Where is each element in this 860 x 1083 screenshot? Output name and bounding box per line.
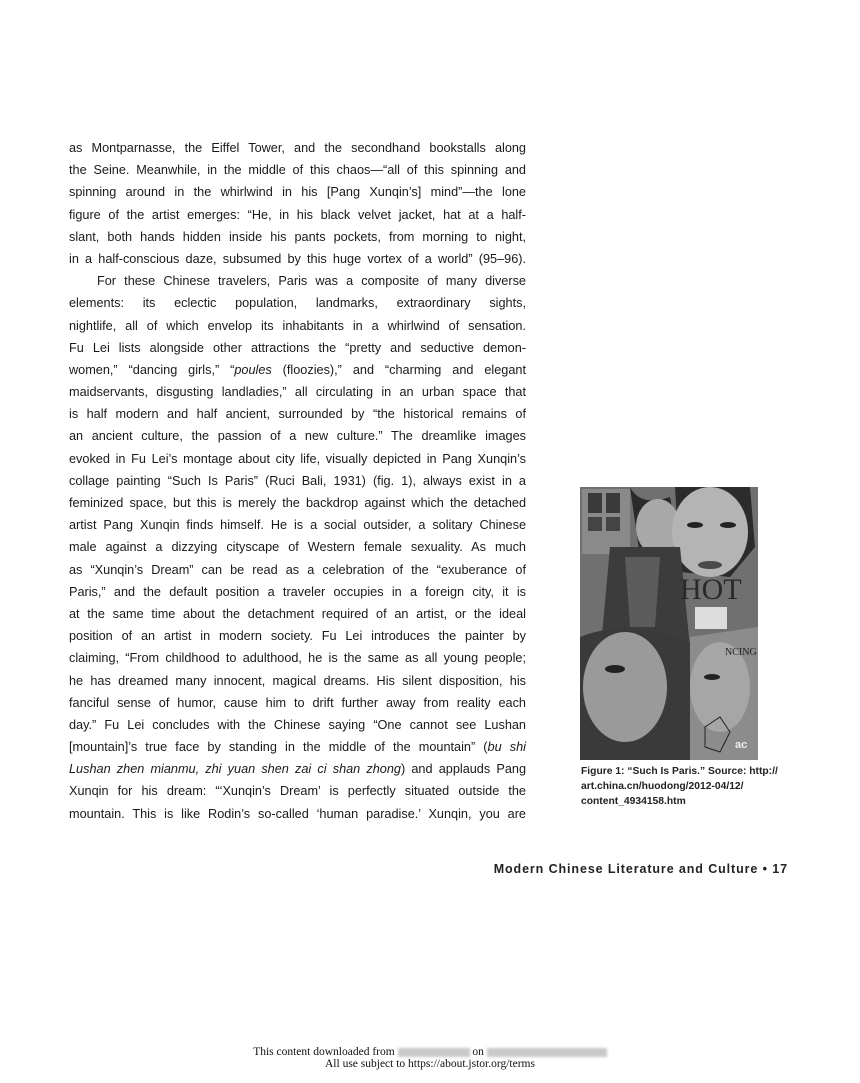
text-run: the Seine. Meanwhile, in the middle of this chaos—“all of this spinning and (69, 163, 526, 178)
running-footer: Modern Chinese Literature and Culture • 17 (493, 862, 788, 876)
text-line (69, 603, 526, 625)
text-run: at the same time about the detachment required of an artist, or the ideal (69, 606, 526, 621)
download-line (0, 1046, 860, 1058)
text-line (69, 780, 526, 802)
text-run: he has dreamed many innocent, magical dreams. His silent disposition, his (69, 673, 526, 688)
text-line (69, 381, 526, 403)
text-run: male against a dizzying cityscape of Western female sexuality. As much (69, 540, 526, 555)
text-line (69, 514, 526, 536)
text-line (69, 758, 526, 780)
text-line (69, 403, 526, 425)
text-run: (floozies),” and “charming and elegant (271, 362, 526, 377)
italic-text: bu shi (487, 740, 526, 755)
text-line (69, 359, 526, 381)
text-line (69, 670, 526, 692)
painting-image (580, 487, 758, 760)
text-run: spinning around in the whirlwind in his [Pang Xunqin’s] mind”—the lone (69, 185, 526, 200)
text-line (69, 647, 526, 669)
text-run: is half modern and half ancient, surrounded by “the historical remains of (69, 407, 526, 422)
text-line (69, 159, 526, 181)
text-run: women,” “dancing girls,” “ (69, 362, 235, 377)
svg-text:HOT: HOT (680, 573, 742, 606)
text-line (69, 337, 526, 359)
caption-line[interactable]: art.china.cn/huodong/2012-04/12/ (581, 781, 744, 792)
text-line (69, 470, 526, 492)
text-run: ) and applauds Pang (400, 762, 527, 777)
text-run: slant, both hands hidden inside his pants pockets, from morning to night, (69, 229, 526, 244)
text-line (69, 204, 526, 226)
jstor-notice (0, 1046, 860, 1070)
download-prefix: This content downloaded from (253, 1046, 395, 1058)
text-line (69, 559, 526, 581)
text-line (69, 803, 526, 825)
text-run: figure of the artist emerges: “He, in his black velvet jacket, hat at a half- (69, 207, 526, 222)
text-line (69, 226, 526, 248)
text-run: position of an artist in modern society. Fu Lei introduces the painter by (69, 629, 526, 644)
text-line (69, 448, 526, 470)
text-run: day.” Fu Lei concludes with the Chinese saying “One cannot see Lushan (69, 717, 526, 732)
text-run: as Montparnasse, the Eiffel Tower, and the secondhand bookstalls along (69, 141, 526, 155)
text-run: Fu Lei lists alongside other attractions the “pretty and seductive demon- (69, 340, 526, 355)
text-run: For these Chinese travelers, Paris was a composite of many diverse (97, 274, 526, 289)
figure-such-is-paris (580, 487, 758, 760)
text-run: [mountain]’s true face by standing in the middle of the mountain” ( (69, 740, 488, 755)
text-line (69, 248, 526, 270)
redacted-ip (398, 1048, 470, 1057)
text-run: an ancient culture, the passion of a new culture.” The dreamlike images (69, 429, 526, 444)
text-run: collage painting “Such Is Paris” (Ruci Bali, 1931) (fig. 1), always exist in a (69, 473, 526, 488)
body-text (69, 137, 526, 825)
text-line (69, 425, 526, 447)
download-on: on (472, 1046, 484, 1058)
text-run: mountain. This is like Rodin’s so-called ‘human paradise.’ Xunqin, you are (69, 806, 526, 821)
text-run: as “Xunqin’s Dream” can be read as a celebration of the “exuberance of (69, 562, 526, 577)
text-run: Paris,” and the default position a traveler occupies in a foreign city, it is (69, 584, 526, 599)
text-line (69, 692, 526, 714)
text-run: artist Pang Xunqin finds himself. He is a social outsider, a solitary Chinese (69, 518, 526, 533)
text-run: fanciful sense of humor, cause him to drift further away from reality each (69, 695, 526, 710)
text-run: nightlife, all of which envelop its inhabitants in a whirlwind of sensation. (69, 318, 526, 333)
text-line (69, 270, 526, 292)
text-run: in a half-conscious daze, subsumed by this huge vortex of a world” (95–96). (69, 251, 526, 266)
text-run: elements: its eclectic population, landmarks, extraordinary sights, (69, 296, 526, 311)
text-line (69, 292, 526, 314)
text-line (69, 315, 526, 337)
logo-watermark: ac (735, 739, 748, 751)
terms-line[interactable]: All use subject to https://about.jstor.org/terms (325, 1058, 535, 1070)
figure-caption (581, 764, 791, 809)
italic-text: Lushan zhen mianmu, zhi yuan shen zai ci shan zhong (69, 762, 401, 777)
text-line (69, 137, 526, 159)
redacted-timestamp (487, 1048, 607, 1057)
text-line (69, 492, 526, 514)
text-line (69, 536, 526, 558)
text-run: Xunqin for his dream: “‘Xunqin’s Dream’ is perfectly situated outside the (69, 784, 526, 799)
text-line (69, 736, 526, 758)
text-run: feminized space, but this is merely the backdrop against which the detached (69, 496, 526, 510)
caption-line[interactable]: content_4934158.htm (581, 796, 686, 807)
text-line (69, 181, 526, 203)
text-run: evoked in Fu Lei’s montage about city life, visually depicted in Pang Xunqin’s (69, 451, 526, 466)
italic-text: poules (234, 362, 272, 377)
text-line (69, 581, 526, 603)
caption-line: Figure 1: “Such Is Paris.” Source: http:// (581, 766, 778, 777)
text-run: claiming, “From childhood to adulthood, he is the same as all young people; (69, 651, 526, 666)
svg-text:NCING: NCING (725, 647, 757, 658)
text-line (69, 714, 526, 736)
text-run: maidservants, disgusting landladies,” all circulating in an urban space that (69, 385, 526, 400)
text-line (69, 625, 526, 647)
